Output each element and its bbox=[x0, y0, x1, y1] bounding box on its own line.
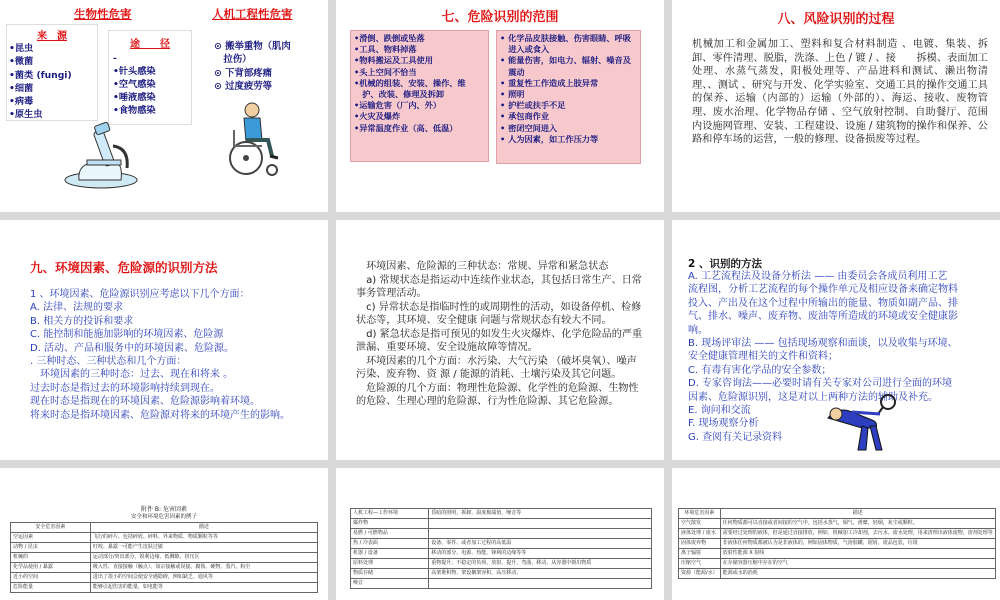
table-header-cell: 描述 bbox=[90, 523, 317, 533]
hazard-scope-right-box bbox=[496, 30, 641, 164]
table-header-row bbox=[11, 523, 318, 533]
table-cell: 机械的 bbox=[11, 553, 91, 563]
table-row bbox=[351, 509, 652, 519]
table-cell bbox=[429, 519, 652, 529]
table-cell: 设备、零件、或者加工过程的高低温 bbox=[429, 539, 652, 549]
safety-hazard-table bbox=[10, 522, 318, 593]
hazard-scope-item: 进入或食入 bbox=[500, 44, 550, 55]
table-row bbox=[679, 549, 996, 559]
method-line: C. 能控制和能施加影响的环境因素、危险源 bbox=[30, 329, 224, 341]
table-cell: 吸入性、直接接触（触点）、如宗接触或误接、腐蚀、硬物、蒸汽、粉尘 bbox=[90, 563, 317, 573]
hazard-scope-item: • 承包商作业 bbox=[500, 111, 550, 122]
method-line: 响。 bbox=[688, 324, 708, 336]
method-line: 环境因素的三种时态：过去、现在和将来 。 bbox=[30, 369, 234, 381]
method-line: A. 工艺流程法及设备分析法 —— 由委员会各成员利用工艺 bbox=[688, 271, 948, 282]
table-row bbox=[679, 539, 996, 549]
hazard-scope-item: • 化学品皮肤接触、伤害眼睛、呼吸 bbox=[500, 33, 631, 43]
table-row bbox=[11, 583, 318, 593]
ergo-list bbox=[214, 40, 291, 94]
method-line: 将来时态是指环境因素、危险源对将来的环境产生的影响。 bbox=[30, 409, 290, 421]
ergo-item: ⊙ 过度疲劳等 bbox=[214, 81, 272, 93]
table-cell: 噪音 bbox=[351, 579, 429, 589]
table-cell: 资源（能源/水） bbox=[679, 569, 721, 579]
slide-identification-methods-2[interactable] bbox=[672, 220, 1000, 460]
risk-process-title: 八、风险识别的过程 bbox=[777, 12, 895, 27]
method-line: 气、排水、噪声、废弃物、废油等所造成的环境或安全健康影 bbox=[688, 311, 958, 323]
table-row bbox=[679, 559, 996, 569]
risk-process-body: 机械加工和金属加工、塑料和复合材料制造 、电镀、集装、拆卸、零件清理、脱脂，洗涤、上色 / 镀 / 、接 拆模、表面加工处理、水蒸气蒸发，阳极处理等、产品进料和测试、濑出物清理、、测试 、研究与开发、化学实验室、交通工具的操作交通工具的保养、运输（内部的）运输（外部的）、海运、接收、废物管理、废水治理、化学物品存储 、空气放射控制、自助餐厅、范围内设施网管理、安装、工程建设、设施 / 建筑物的操作和保养、公路和停车场的运营，一般的修理、设备损废等过程。 bbox=[692, 39, 988, 146]
table-cell: 高架堆积物，架设搁架容积，高压移动。 bbox=[429, 569, 652, 579]
source-box bbox=[6, 24, 98, 121]
three-states-body: 环境因素、危险源的三种状态：常规、异常和紧急状态 a) 常规状态是指运动中连续作业状态，其包括日常生产、日常事务管理活动。 c) 异常状态是指临时性的或周期性的活动，如设备停机、检修状态等，其环境、安全健康 问题与常规状态有较大不同。 d) 紧急状态是指可预见的如发生火灾爆炸、化学危险品的严重泄漏、重要环境、安全设施故障等情况。 环境因素的几个方面：水污染、大气污染 （破坏臭氧）、噪声污染、废弃物、资 源 / 能源的消耗、土壤污染及其它问题。 危险源的几个方面：物理性危险源、化学性的危险源、生物性的危险、生理心理的危险源、行为性危险源、其它危险源。 bbox=[356, 261, 643, 407]
environmental-hazard-table bbox=[678, 508, 994, 579]
hazard-scope-item: • 重复性工作造成上肢异常 bbox=[500, 77, 599, 88]
table-header-cell: 环境危害因素 bbox=[679, 509, 721, 519]
hazard-scope-item: •火灾及爆炸 bbox=[354, 111, 401, 122]
source-item: •昆虫 bbox=[9, 43, 34, 54]
method-line: 1 、环境因素、危险源识别应考虑以下几个方面： bbox=[30, 289, 250, 300]
hazard-scope-left-box bbox=[350, 30, 489, 162]
table-row bbox=[351, 559, 652, 569]
table-cell: 近小的空间 bbox=[11, 573, 91, 583]
hazard-scope-title: 七、危险识别的范围 bbox=[441, 10, 559, 25]
table-cell: 叮咬、暴露一可能产生皮肤过敏 bbox=[90, 543, 317, 553]
table-cell: 离子辐射 bbox=[679, 549, 721, 559]
table-row bbox=[11, 563, 318, 573]
table-cell: 移动的部分、电源、热能、锋利的边缘等等 bbox=[429, 549, 652, 559]
source-item: •菌类 (fungi) bbox=[9, 69, 72, 81]
hazard-scope-item: •物料搬运及工具使用 bbox=[354, 55, 433, 66]
source-item: •细菌 bbox=[9, 82, 34, 94]
identification-methods-title: 九、环境因素、危险源的识别方法 bbox=[30, 260, 218, 275]
method-line: 因素、危险源识别，这是对以上两种方法的辅助及补充。 bbox=[688, 391, 938, 403]
method-line: B. 相关方的投诉和要求 bbox=[30, 315, 134, 327]
table-cell: 原料处理 bbox=[351, 559, 429, 569]
method-line: 过去时态是指过去的环境影响持续到现在。 bbox=[30, 382, 220, 394]
route-list bbox=[109, 52, 191, 117]
table-cell: 空气散发 bbox=[679, 519, 721, 529]
hazard-scope-item: •异常温度作业（高、低温） bbox=[354, 122, 458, 133]
slide-risk-identification-process[interactable] bbox=[672, 0, 1000, 212]
ergo-item: ⊙ 搬举重物（肌肉 bbox=[214, 41, 291, 52]
slide-identification-methods[interactable] bbox=[0, 220, 328, 460]
table-cell: 物质存储 bbox=[351, 569, 429, 579]
method-line: 现在时态是指现在的环境因素、危险源影响着环境。 bbox=[30, 396, 260, 408]
table-cell: 能够引起伤害的能量，如电能等 bbox=[90, 583, 317, 593]
table-cell: 动物 / 昆虫 bbox=[11, 543, 91, 553]
hazard-scope-item: •机械的组装、安装、操作、维 bbox=[354, 77, 466, 88]
method-line: C. 有毒有害化学品的安全参数； bbox=[688, 364, 832, 376]
appendix-caption: 附件 B: 危害因素 bbox=[141, 506, 187, 513]
hazard-scope-item: • 照明 bbox=[500, 89, 525, 100]
table-cell: 昏暗的照明，拆卸，温度极端值，噪音等 bbox=[429, 509, 652, 519]
route-item: •唾液感染 bbox=[113, 92, 156, 103]
table-cell: 在存储容器压缩中存在的空气 bbox=[720, 559, 995, 569]
table-cell: 液体处理 / 废水 bbox=[679, 529, 721, 539]
slide-hazard-table-continued[interactable] bbox=[336, 468, 664, 600]
method-line: E. 询问和交流 bbox=[688, 405, 751, 417]
bio-hazard-title: 生物性危害 bbox=[74, 7, 132, 21]
slide-environmental-hazard-table[interactable] bbox=[672, 468, 1000, 600]
slide-biological-ergonomic-hazards[interactable] bbox=[0, 0, 328, 212]
method-line: D. 专家咨询法——必要时请有关专家对公司进行全面的环境 bbox=[688, 378, 953, 390]
table-row bbox=[679, 519, 996, 529]
appendix-subcaption: 安全和环境危害因素的例子 bbox=[130, 514, 197, 520]
hazard-scope-item: • 护栏或扶手不足 bbox=[500, 100, 566, 111]
table-row bbox=[11, 553, 318, 563]
table-cell: 飞行的碎片、包括碎屑、碎料、外来物质、物质颗粒等等 bbox=[90, 533, 317, 543]
slide-three-states[interactable] bbox=[336, 220, 664, 460]
table-cell: 危险能量 bbox=[11, 583, 91, 593]
table-row bbox=[679, 569, 996, 579]
ergo-hazard-title: 人机工程性危害 bbox=[212, 7, 293, 21]
route-heading: 途 径 bbox=[130, 39, 170, 50]
route-item: •针头感染 bbox=[113, 66, 156, 77]
method-line: D. 活动、产品和服务中的环境因素、危险源。 bbox=[30, 342, 235, 354]
method-line: G. 查阅有关记录资料 bbox=[688, 431, 783, 443]
method-line: A. 法律、法规的要求 bbox=[30, 302, 124, 314]
table-cell: 爆炸物 bbox=[351, 519, 429, 529]
magnifier-figure-icon bbox=[822, 392, 902, 454]
source-list bbox=[7, 42, 97, 122]
hazard-scope-item: 震动 bbox=[500, 66, 525, 77]
table-cell: 需要经过处理的液体，但是通过直接排放，例如，机械加工冷却剂，去污水，废水处理，用来清理出液体废物，溶剂处理等 bbox=[720, 529, 995, 539]
wheelchair-icon bbox=[222, 100, 292, 180]
hazard-table-continued bbox=[350, 508, 652, 589]
table-cell: 非液体任何物质都被认为是非液体的，例如固体物质，气溶胶罐，锯屑，废品包装，垃圾 bbox=[720, 539, 995, 549]
table-cell: 放射性能源 X 射线 bbox=[720, 549, 995, 559]
hazard-scope-item: • 密闭空间进入 bbox=[500, 122, 558, 133]
hazard-scope-item: • 能量伤害，如电力、辐射、噪音及 bbox=[500, 55, 631, 66]
table-header-cell: 安全危害因素 bbox=[11, 523, 91, 533]
table-header-row bbox=[679, 509, 996, 519]
table-row bbox=[351, 529, 652, 539]
table-cell: 能源或水的消耗 bbox=[720, 569, 995, 579]
hazard-scope-item: •工具、物料掉落 bbox=[354, 44, 417, 55]
hazard-scope-item: 护、改装、修理及拆卸 bbox=[354, 89, 445, 100]
hazard-scope-item: •运输危害（厂内、外） bbox=[354, 100, 442, 111]
table-row bbox=[11, 543, 318, 553]
hazard-scope-item: • 人为因素，如工作压力等 bbox=[500, 133, 599, 144]
method-line: F. 现场观察分析 bbox=[688, 418, 759, 430]
table-cell: 易燃 / 可燃物品 bbox=[351, 529, 429, 539]
table-row bbox=[351, 569, 652, 579]
table-cell: 进出了很小的空间会使安全遇隐碍，例如缺乏、通风等 bbox=[90, 573, 317, 583]
route-item: - bbox=[113, 53, 117, 64]
table-cell: 运动部分/突出部分、锐利边缘、低侧隙、挤压区 bbox=[90, 553, 317, 563]
table-row bbox=[351, 549, 652, 559]
hazard-scope-item: •滑倒、跌倒或坠落 bbox=[354, 33, 425, 43]
table-cell: 空运因素 bbox=[11, 533, 91, 543]
source-item: •病毒 bbox=[9, 96, 34, 108]
table-row bbox=[351, 539, 652, 549]
table-cell: 热 / 冷表面 bbox=[351, 539, 429, 549]
method-line: 流程图，分析工艺流程的每个操作单元及相应设备来确定物料 bbox=[688, 284, 958, 296]
source-heading: 来 源 bbox=[37, 31, 67, 42]
table-cell: 固体废弃物 bbox=[679, 539, 721, 549]
route-item: •食物感染 bbox=[113, 105, 156, 116]
ergo-item: 拉伤） bbox=[214, 54, 252, 66]
slide-appendix-b[interactable] bbox=[0, 468, 328, 600]
method-line: 安全健康管理相关的文件和资料； bbox=[688, 351, 838, 363]
method-line: 投入、产出及在这个过程中所输出的能量、物质如副产品、排 bbox=[688, 297, 958, 309]
identification-methods-list bbox=[30, 288, 290, 422]
table-cell: 重物提升，不稳定的负荷，放射，提升，弯曲，移动，从容器中倒出物质 bbox=[429, 559, 652, 569]
table-cell bbox=[429, 529, 652, 539]
table-header-cell: 描述 bbox=[720, 509, 995, 519]
route-box bbox=[108, 30, 192, 125]
table-cell bbox=[429, 579, 652, 589]
slide-hazard-scope[interactable] bbox=[336, 0, 664, 212]
source-item: •原生虫 bbox=[9, 109, 43, 121]
method-line: . 三种时态、三种状态和几个方面： bbox=[30, 356, 187, 368]
table-row bbox=[11, 533, 318, 543]
hazard-scope-item: •头上空间不恰当 bbox=[354, 66, 417, 77]
table-row bbox=[351, 579, 652, 589]
table-row bbox=[11, 573, 318, 583]
table-cell: 机器 / 设备 bbox=[351, 549, 429, 559]
source-item: •微菌 bbox=[9, 56, 34, 68]
table-cell: 压缩空气 bbox=[679, 559, 721, 569]
methods-2-title: 2 、识别的方法 bbox=[688, 258, 762, 270]
ergo-item: ⊙ 下背部疼痛 bbox=[214, 67, 272, 79]
table-cell: 任何物质都可以直接或者间接的空气中，包括水蒸气，烟气，滑糜，轻烟，灰尘或颗粒。 bbox=[720, 519, 995, 529]
microscope-icon bbox=[55, 118, 150, 190]
table-cell: 化学品使用 / 暴露 bbox=[11, 563, 91, 573]
route-item: •空气感染 bbox=[113, 79, 156, 90]
table-cell: 人机工程—工作环境 bbox=[351, 509, 429, 519]
method-line: B. 现场评审法 —— 包括现场观察和面谈，以及收集与环境、 bbox=[688, 338, 958, 350]
table-row bbox=[679, 529, 996, 539]
table-row bbox=[351, 519, 652, 529]
